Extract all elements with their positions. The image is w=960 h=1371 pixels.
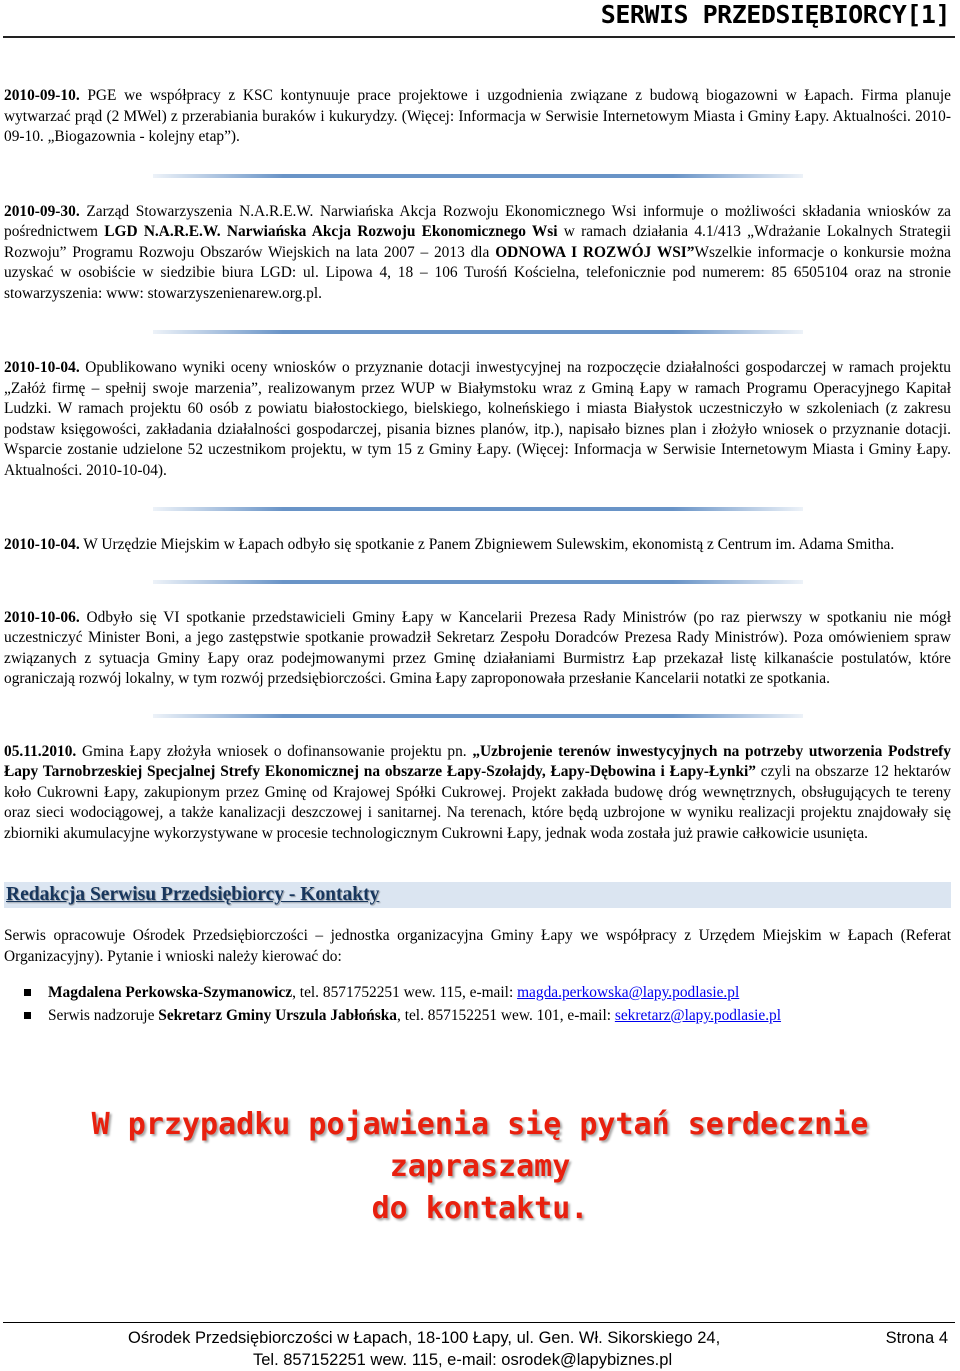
- contacts-heading: [4, 882, 951, 908]
- bullet-square-icon: [24, 989, 31, 996]
- contacts-heading-text: Redakcja Serwisu Przedsiębiorcy - Kontakty: [6, 884, 380, 905]
- entry-bold-text: ODNOWA I ROZWÓJ WSI”: [495, 243, 695, 261]
- entry-text: Opublikowano wyniki oceny wniosków o przyznanie dotacji inwestycyjnej na rozpoczęcie działalności gospodarczej w ramach projektu „Załóż firmę – spełnij swoje marzenia”, realizowanym przez WUP w Białymstoku wraz z Gminą Łapy w ramach Programu Operacyjnego Kapitał Ludzki. W ramach projektu 60 osób z powiatu białostockiego, bielskiego, kolneńskiego i miasta Białystok uczestniczyło w szkoleniach (z zakresu podstaw księgowości, zakładania działalności gospodarczej, pisania biznes planów, itp.), napisało biznes plan i złożyło wniosek o przyznanie dotacji. Wsparcie zostanie udzielone 52 uczestnikom projektu, w tym 15 z Gminy Łapy. (Więcej: Informacja w Serwisie Internetowym Miasta i Gminy Łapy. Aktualności. 2010-10-04).: [4, 359, 951, 479]
- separator-line: [153, 507, 803, 511]
- news-entry: [4, 202, 951, 305]
- contact-name: Sekretarz Gminy Urszula Jabłońska: [158, 1007, 397, 1024]
- invitation-line: W przypadku pojawienia się pytań serdecznie zapraszamy: [91, 1107, 869, 1184]
- contact-prefix: Serwis nadzoruje: [48, 1007, 159, 1024]
- separator-line: [153, 174, 803, 178]
- contact-details: , tel. 8571752251 wew. 115, e-mail:: [292, 984, 518, 1001]
- entry-date: 05.11.2010.: [4, 742, 77, 760]
- header-rule: [3, 36, 955, 38]
- news-entry: [4, 86, 951, 148]
- separator-line: [153, 330, 803, 334]
- footer-contact: Tel. 857152251 wew. 115, e-mail: osrodek@lapybiznes.pl: [253, 1351, 673, 1369]
- entry-date: 2010-10-06.: [4, 608, 80, 626]
- news-entry: [4, 742, 951, 845]
- contact-details: , tel. 857152251 wew. 101, e-mail:: [397, 1007, 615, 1024]
- running-header-title: SERWIS PRZEDSIĘBIORCY[1]: [600, 0, 950, 29]
- entry-date: 2010-10-04.: [4, 536, 80, 553]
- entry-date: 2010-09-30.: [4, 202, 80, 220]
- entry-text: Gmina Łapy złożyła wniosek o dofinansowanie projektu pn.: [76, 742, 473, 760]
- page-number: Strona 4: [885, 1329, 948, 1347]
- separator-line: [153, 580, 803, 584]
- entry-text: czyli na obszarze 12 hektarów koło Cukrowni Łapy, zakupionym przez Gminę od Krajowej Spółki Cukrowej. Projekt zakłada budowę dróg wewnętrznych, obsługujących te tereny oraz sieci wodociągowej, a także kanalizacji deszczowej i sanitarnej. Na terenach, które będą uzbrojone w wyniku realizacji projektu znajdowały się zbiorniki akumulacyjne wykorzystywane w procesie technologicznym Cukrowni Łapy, jednak woda została już prawie całkowicie usunięta.: [4, 763, 951, 842]
- news-entry: [4, 535, 951, 556]
- entry-text: Zarząd Stowarzyszenia N.A.R.E.W. Narwiańska Akcja Rozwoju Ekonomicznego Wsi informuje o możliwości składania wniosków za pośrednictwem: [4, 202, 951, 240]
- bullet-square-icon: [24, 1012, 31, 1019]
- news-entry: [4, 608, 951, 690]
- entry-date: 2010-09-10.: [4, 87, 80, 104]
- contact-item: [24, 981, 951, 1004]
- contacts-intro: Serwis opracowuje Ośrodek Przedsiębiorczości – jednostka organizacyjna Gminy Łapy we współpracy z Urzędem Miejskim w Łapach (Referat Organizacyjny). Pytanie i wnioski należy kierować do:: [4, 927, 951, 965]
- invitation-message: [0, 1104, 960, 1230]
- news-entry: [4, 358, 951, 481]
- entry-text: Wszelkie informacje o konkursie można uzyskać w osobiście w siedzibie biura LGD: ul. Lipowa 4, 18 – 106 Turośń Kościelna, telefonicznie pod numerem: 85 6505104 oraz na stronie stowarzyszenia: www: stowarzyszenienarew.org.pl.: [4, 243, 952, 302]
- contact-email-link[interactable]: magda.perkowska@lapy.podlasie.pl: [517, 984, 740, 1001]
- footer-rule: [3, 1322, 955, 1323]
- separator-line: [153, 714, 803, 718]
- entry-text: w ramach działania 4.1/413 „Wdrażanie Lokalnych Strategii Rozwoju” Programu Rozwoju Obszarów Wiejskich na lata 2007 – 2013 dla: [4, 223, 951, 261]
- entry-text: PGE we współpracy z KSC kontynuuje prace projektowe i uzgodnienia związane z budową biogazowni w Łapach. Firma planuje wytwarzać prąd (2 MWel) z przerabiania buraków i kukurydzy. (Więcej: Informacja w Serwisie Internetowym Miasta i Gminy Łapy. Aktualności. 2010-09-10. „Biogazownia - kolejny etap”).: [4, 87, 951, 145]
- entry-bold-text: LGD N.A.R.E.W. Narwiańska Akcja Rozwoju Ekonomicznego Wsi: [104, 223, 558, 240]
- contact-name: Magdalena Perkowska-Szymanowicz: [48, 984, 293, 1001]
- contacts-list: [24, 981, 951, 1027]
- entry-text: Odbyło się VI spotkanie przedstawicieli Gminy Łapy w Kancelarii Prezesa Rady Ministrów (po raz pierwszy w spotkaniu nie mógł uczestniczyć Minister Boni, a jego zastępstwie spotkanie prowadził Sekretarz Zespołu Doradców Prezesa Rady Ministrów). Poza omówieniem spraw związanych z sytuacja Gminy Łapy oraz podejmowanymi przez Gminę działaniami Burmistrz Łap przekazał listę kilkanaście postulatów, które ograniczają rozwój lokalny, w tym rozwój przedsiębiorczości. Gmina Łapy zaproponowała przesłanie Kancelarii notatki ze spotkania.: [4, 608, 951, 687]
- news-content: [4, 86, 951, 1027]
- entry-text: W Urzędzie Miejskim w Łapach odbyło się spotkanie z Panem Zbigniewem Sulewskim, ekonomistą z Centrum im. Adama Smitha.: [79, 536, 895, 553]
- entry-date: 2010-10-04.: [4, 359, 80, 376]
- contact-email-link[interactable]: sekretarz@lapy.podlasie.pl: [614, 1007, 782, 1024]
- footer-address: Ośrodek Przedsiębiorczości w Łapach, 18-100 Łapy, ul. Gen. Wł. Sikorskiego 24,: [128, 1329, 721, 1347]
- entry-bold-text: „Uzbrojenie terenów inwestycyjnych na potrzeby utworzenia Podstrefy Łapy Tarnobrzeskiej Specjalnej Strefy Ekonomicznej na obszarze Łapy-Szołajdy, Łapy-Dębowina i Łapy-Łynki”: [4, 742, 951, 780]
- invitation-line: do kontaktu.: [371, 1191, 589, 1226]
- contact-item: [24, 1004, 951, 1027]
